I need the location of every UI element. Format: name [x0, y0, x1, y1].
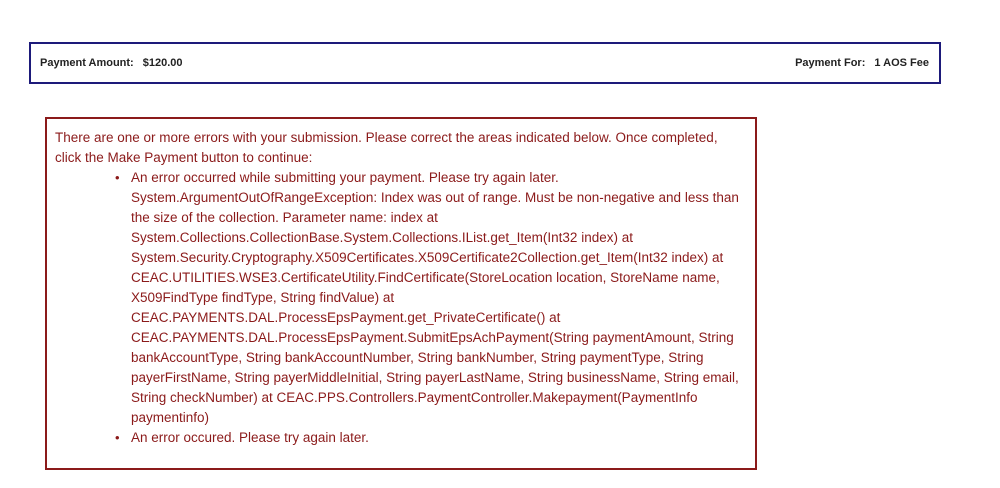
payment-for: [795, 57, 929, 69]
error-message: An error occured. Please try again later.: [131, 430, 369, 445]
error-item: [115, 428, 745, 448]
error-message: An error occurred while submitting your payment. Please try again later. System.ArgumentOutOfRangeException: Index was out of range. Must be non-negative and less than the size of the collection. Parameter name: index at System.Collections.CollectionBase.System.Collections.IList.get_Item(Int32 index) at System.Security.Cryptography.X509Certificates.X509Certificate2Collection.get_Item(Int32 index) at CEAC.UTILITIES.WSE3.CertificateUtility.FindCertificate(StoreLocation location, StoreName name, X509FindType findType, String findValue) at CEAC.PAYMENTS.DAL.ProcessEpsPayment.get_PrivateCertificate() at CEAC.PAYMENTS.DAL.ProcessEpsPayment.SubmitEpsAchPayment(String paymentAmount, String bankAccountType, String bankAccountNumber, String bankNumber, String paymentType, String payerFirstName, String payerMiddleInitial, String payerLastName, String businessName, String email, String checkNumber) at CEAC.PPS.Controllers.PaymentController.Makepayment(PaymentInfo paymentinfo): [131, 170, 739, 425]
error-list: [55, 168, 745, 448]
error-item: [115, 168, 745, 428]
payment-amount-label: Payment Amount:: [40, 57, 134, 69]
bullet-icon: •: [115, 430, 120, 445]
payment-for-label: Payment For:: [795, 57, 866, 69]
error-summary-panel: [45, 117, 757, 470]
payment-summary-box: [29, 42, 941, 84]
payment-amount-value: $120.00: [142, 57, 183, 69]
error-intro-text: There are one or more errors with your submission. Please correct the areas indicated below. Once completed, click the Make Payment button to continue:: [55, 130, 718, 165]
bullet-icon: •: [115, 170, 120, 185]
payment-for-value: 1 AOS Fee: [874, 57, 929, 69]
payment-amount: [40, 57, 182, 69]
